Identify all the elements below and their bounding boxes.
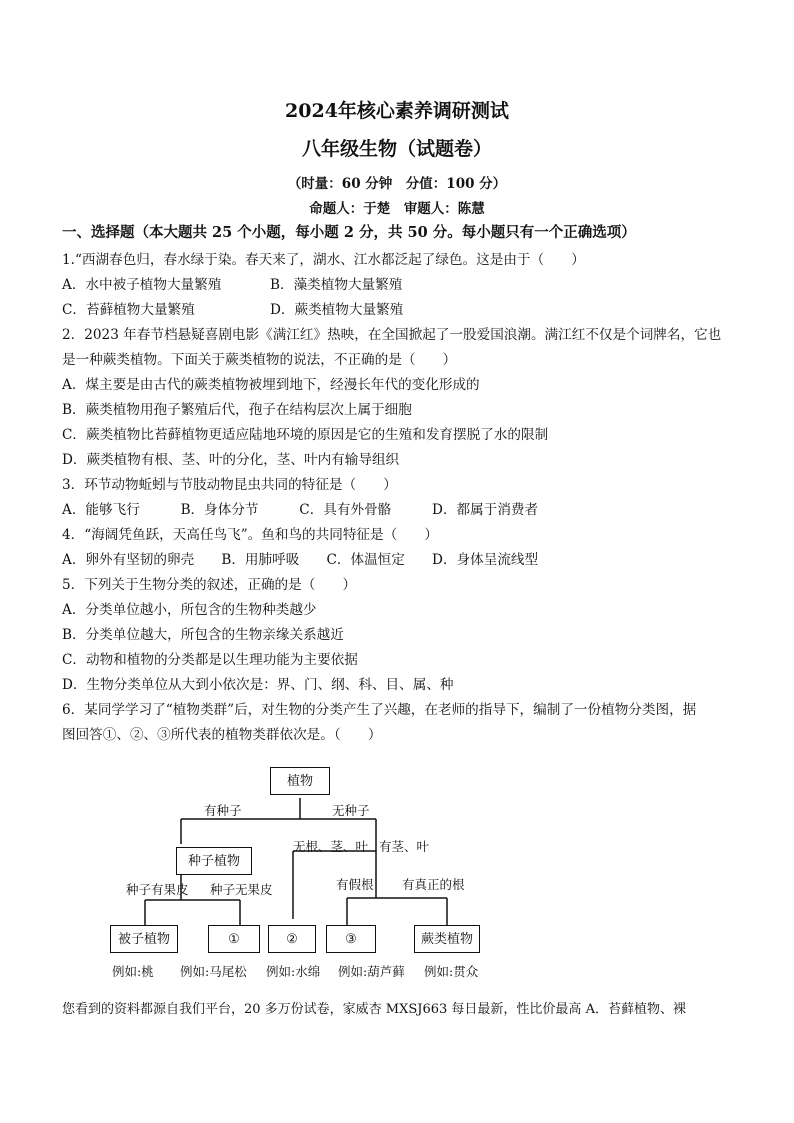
q5-option-a: A．分类单位越小，所包含的生物种类越少 <box>62 602 317 618</box>
q1-option-b: B．藻类植物大量繁殖 <box>270 277 403 293</box>
q5-option-b: B．分类单位越大，所包含的生物亲缘关系越近 <box>62 627 344 643</box>
edge-has-stem-leaf: 有茎、叶 <box>379 839 430 854</box>
exam-title: 2024年核心素养调研测试 <box>285 100 509 122</box>
example-peach: 例如:桃 <box>112 964 154 979</box>
section-title: 一、选择题（本大题共 25 个小题，每小题 2 分，共 50 分。每小题只有一个正确选项） <box>62 224 636 241</box>
q4-stem: 4．“海阔凭鱼跃，天高任鸟飞”。鱼和鸟的共同特征是（ ） <box>62 527 438 543</box>
q1-option-d: D．蕨类植物大量繁殖 <box>270 302 404 318</box>
q2-option-a: A．煤主要是由古代的蕨类植物被埋到地下，经漫长年代的变化形成的 <box>62 377 480 393</box>
node-circle-1: ① <box>208 925 260 953</box>
q2-stem-1: 2．2023 年春节档悬疑喜剧电影《满江红》热映，在全国掀起了一股爱国浪潮。满江红不仅是个词牌名，它也 <box>62 327 722 343</box>
example-spirogyra: 例如:水绵 <box>266 964 321 979</box>
edge-fake-root: 有假根 <box>336 877 374 892</box>
plant-classification-diagram <box>100 755 500 990</box>
example-funaria: 例如:葫芦藓 <box>338 964 405 979</box>
q2-option-d: D．蕨类植物有根、茎、叶的分化，茎、叶内有输导组织 <box>62 452 400 468</box>
q1-option-c: C．苔藓植物大量繁殖 <box>62 302 195 318</box>
example-cyrtomium: 例如:贯众 <box>424 964 479 979</box>
authors: 命题人：于楚 审题人：陈慧 <box>309 201 485 217</box>
q6-stem-1: 6．某同学学习了“植物类群”后，对生物的分类产生了兴趣，在老师的指导下，编制了一份植物分类图，据 <box>62 702 697 718</box>
edge-has-pericarp: 种子有果皮 <box>126 882 189 897</box>
footer-text: 您看到的资料都源自我们平台，20 多万份试卷，家威杏 MXSJ663 每日最新，性比价最高 A．苔藓植物、裸 <box>62 1002 686 1017</box>
node-seed-plants: 种子植物 <box>176 847 252 875</box>
q3-stem: 3．环节动物蚯蚓与节肢动物昆虫共同的特征是（ ） <box>62 477 397 493</box>
edge-has-seed: 有种子 <box>204 803 242 818</box>
exam-subtitle: 八年级生物（试题卷） <box>301 138 492 160</box>
node-plants: 植物 <box>270 767 330 795</box>
q5-option-d: D．生物分类单位从大到小依次是：界、门、纲、科、目、属、种 <box>62 677 454 693</box>
edge-no-pericarp: 种子无果皮 <box>210 882 273 897</box>
example-pine: 例如:马尾松 <box>180 964 247 979</box>
node-circle-2: ② <box>268 925 316 953</box>
time-score: （时量：60 分钟 分值：100 分） <box>287 176 507 192</box>
edge-no-seed: 无种子 <box>332 803 370 818</box>
q5-stem: 5．下列关于生物分类的叙述，正确的是（ ） <box>62 577 357 593</box>
q4-options: A．卵外有坚韧的卵壳 B．用肺呼吸 C．体温恒定 D．身体呈流线型 <box>62 552 539 568</box>
q5-option-c: C．动物和植物的分类都是以生理功能为主要依据 <box>62 652 358 668</box>
node-circle-3: ③ <box>326 925 376 953</box>
edge-true-root: 有真正的根 <box>402 877 465 892</box>
node-angiosperm: 被子植物 <box>110 925 178 953</box>
q1-stem: 1.“西湖春色归，春水绿于染。春天来了，湖水、江水都泛起了绿色。这是由于（ ） <box>62 252 585 268</box>
q1-option-a: A．水中被子植物大量繁殖 <box>62 277 222 293</box>
q2-option-b: B．蕨类植物用孢子繁殖后代，孢子在结构层次上属于细胞 <box>62 402 412 418</box>
q3-options: A．能够飞行 B．身体分节 C．具有外骨骼 D．都属于消费者 <box>62 502 539 518</box>
q2-option-c: C．蕨类植物比苔藓植物更适应陆地环境的原因是它的生殖和发育摆脱了水的限制 <box>62 427 549 443</box>
q2-stem-2: 是一种蕨类植物。下面关于蕨类植物的说法，不正确的是（ ） <box>62 352 457 368</box>
edge-no-root-stem-leaf: 无根、茎、叶 <box>293 839 369 854</box>
q6-stem-2: 图回答①、②、③所代表的植物类群依次是。（ ） <box>62 727 382 743</box>
node-fern: 蕨类植物 <box>414 925 480 953</box>
